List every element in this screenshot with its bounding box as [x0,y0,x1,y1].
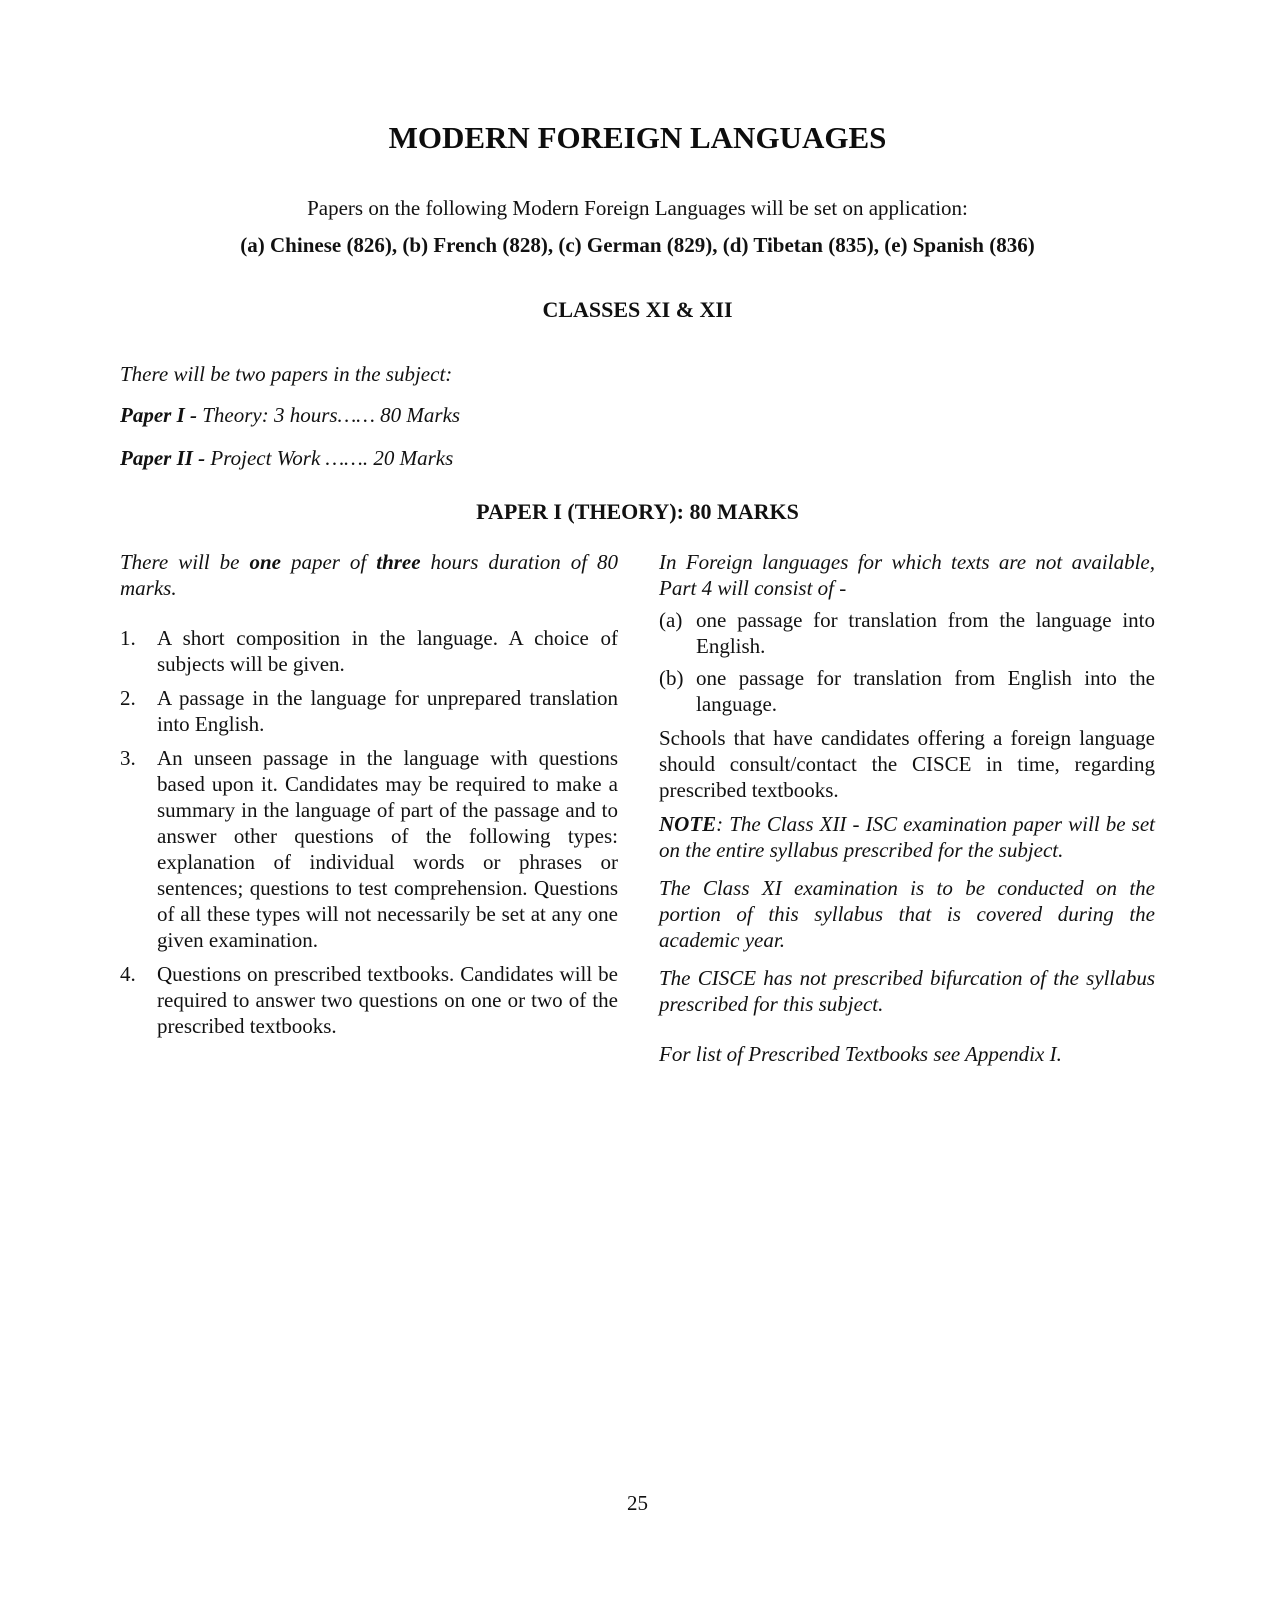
textbooks-note: For list of Prescribed Textbooks see Appendix I. [659,1042,1062,1066]
left-column [120,549,618,1039]
paper-line-2 [120,445,453,471]
right-column [659,549,1155,1067]
left-intro: There will be one paper of three hours duration of 80 marks. [120,550,619,600]
alpha-item: (b) one passage for translation from English into the language. [659,666,1155,716]
intro-text: Papers on the following Modern Foreign Languages will be set on application: [307,196,968,220]
alpha-item: (a) one passage for translation from the language into English. [659,608,1155,658]
classes-heading: CLASSES XI & XII [542,297,733,322]
section-heading: PAPER I (THEORY): 80 MARKS [476,499,799,524]
paper-detail: Project Work ……. 20 Marks [205,446,454,470]
paper-detail: Theory: 3 hours…… 80 Marks [197,403,461,427]
note-label: NOTE [659,812,717,836]
languages-list: (a) Chinese (826), (b) French (828), (c) German (829), (d) Tibetan (835), (e) Spanish (836) [240,233,1035,257]
bifurcation-note: The CISCE has not prescribed bifurcation of the syllabus prescribed for this subject. [659,966,1155,1016]
list-item: 1. A short composition in the language. A choice of subjects will be given. [120,626,618,676]
list-item: 3. An unseen passage in the language with questions based upon it. Candidates may be required to make a summary in the language of part of the passage and to answer other questions of the following types: explanation of individual words or phrases or sentences; questions to test comprehension. Questions of all these types will not necessarily be set at any one given examination. [120,746,618,952]
numbered-list [120,625,618,1039]
papers-intro: There will be two papers in the subject: [120,362,453,386]
page-number: 25 [627,1491,648,1515]
right-intro: In Foreign languages for which texts are not available, Part 4 will consist of - [659,550,1155,600]
list-item: 4. Questions on prescribed textbooks. Candidates will be required to answer two questions on one or two of the prescribed textbooks. [120,962,618,1038]
page-title: MODERN FOREIGN LANGUAGES [388,120,887,155]
class-xi-note: The Class XI examination is to be conducted on the portion of this syllabus that is covered during the academic year. [659,876,1155,952]
note-paragraph: NOTE: The Class XII - ISC examination paper will be set on the entire syllabus prescribed for the subject. [659,812,1155,862]
paper-label: Paper II - [120,446,206,470]
paper-line-1 [120,402,460,428]
paper-label: Paper I - [120,403,197,427]
schools-note: Schools that have candidates offering a foreign language should consult/contact the CISCE in time, regarding prescribed textbooks. [659,726,1155,802]
list-item: 2. A passage in the language for unprepared translation into English. [120,686,618,736]
